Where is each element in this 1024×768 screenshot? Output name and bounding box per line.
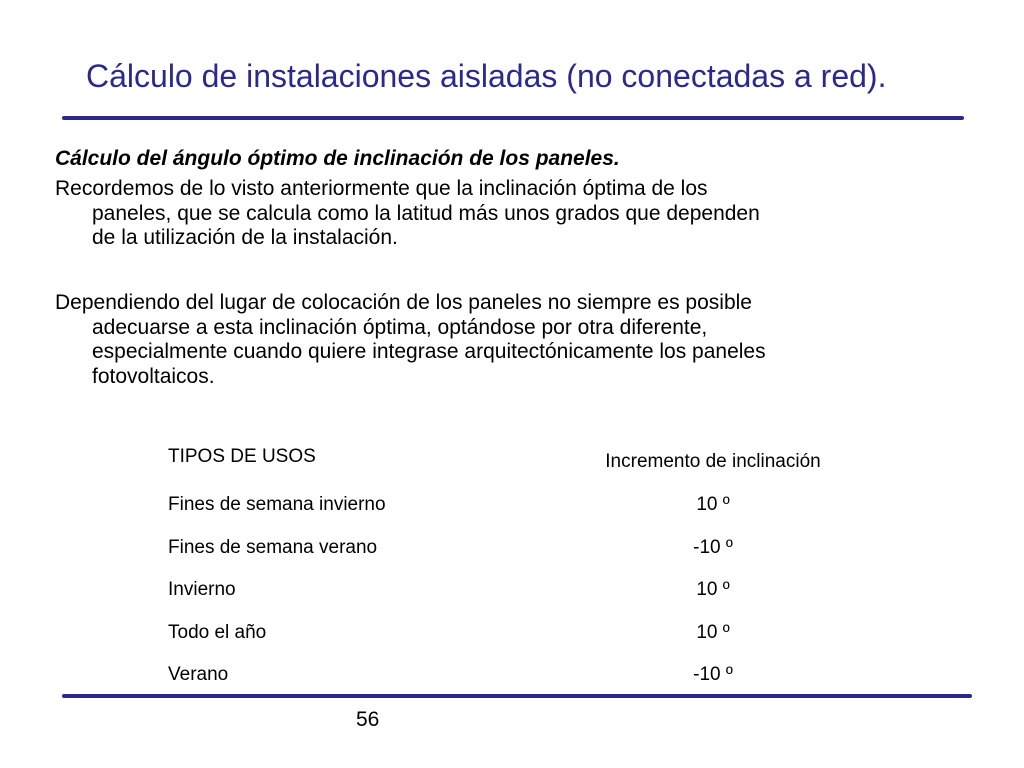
paragraph-line: fotovoltaicos. <box>92 364 215 388</box>
section-subheading: Cálculo del ángulo óptimo de inclinación de los paneles. <box>55 147 620 170</box>
paragraph-line: de la utilización de la instalación. <box>92 226 398 249</box>
paragraph-placement <box>55 291 935 389</box>
paragraph-line: especialmente cuando quiere integrase arquitectónicamente los paneles <box>92 340 766 363</box>
page-number: 56 <box>356 708 380 731</box>
table-row <box>168 527 848 570</box>
table-row <box>168 484 848 527</box>
inclination-increment-cell: 10 º <box>696 621 730 643</box>
usage-type-cell: Fines de semana verano <box>168 536 378 558</box>
paragraph-line: Recordemos de lo visto anteriormente que la inclinación óptima de los <box>55 177 708 200</box>
footer-divider <box>62 694 972 698</box>
paragraph-line: paneles, que se calcula como la latitud más unos grados que dependen <box>92 201 760 225</box>
usage-inclination-table <box>168 430 848 697</box>
inclination-increment-cell: 10 º <box>696 579 730 601</box>
title-divider <box>62 116 964 120</box>
usage-type-cell: Todo el año <box>168 621 267 643</box>
table-header-row <box>168 430 848 484</box>
table-row <box>168 569 848 612</box>
inclination-increment-cell: -10 º <box>693 664 733 686</box>
paragraph-optimal-inclination <box>55 177 935 251</box>
table-row <box>168 612 848 655</box>
header-inclination-increment: Incremento de inclinación <box>605 451 821 472</box>
inclination-increment-cell: 10 º <box>696 494 730 516</box>
header-usage-types: TIPOS DE USOS <box>168 446 316 467</box>
slide-title: Cálculo de instalaciones aisladas (no conectadas a red). <box>86 58 887 94</box>
table-row <box>168 654 848 697</box>
usage-type-cell: Verano <box>168 664 229 686</box>
inclination-increment-cell: -10 º <box>693 536 733 558</box>
usage-type-cell: Invierno <box>168 579 236 601</box>
paragraph-line: Dependiendo del lugar de colocación de los paneles no siempre es posible <box>55 291 752 314</box>
paragraph-line: adecuarse a esta inclinación óptima, optándose por otra diferente, <box>92 315 708 339</box>
usage-type-cell: Fines de semana invierno <box>168 494 386 516</box>
